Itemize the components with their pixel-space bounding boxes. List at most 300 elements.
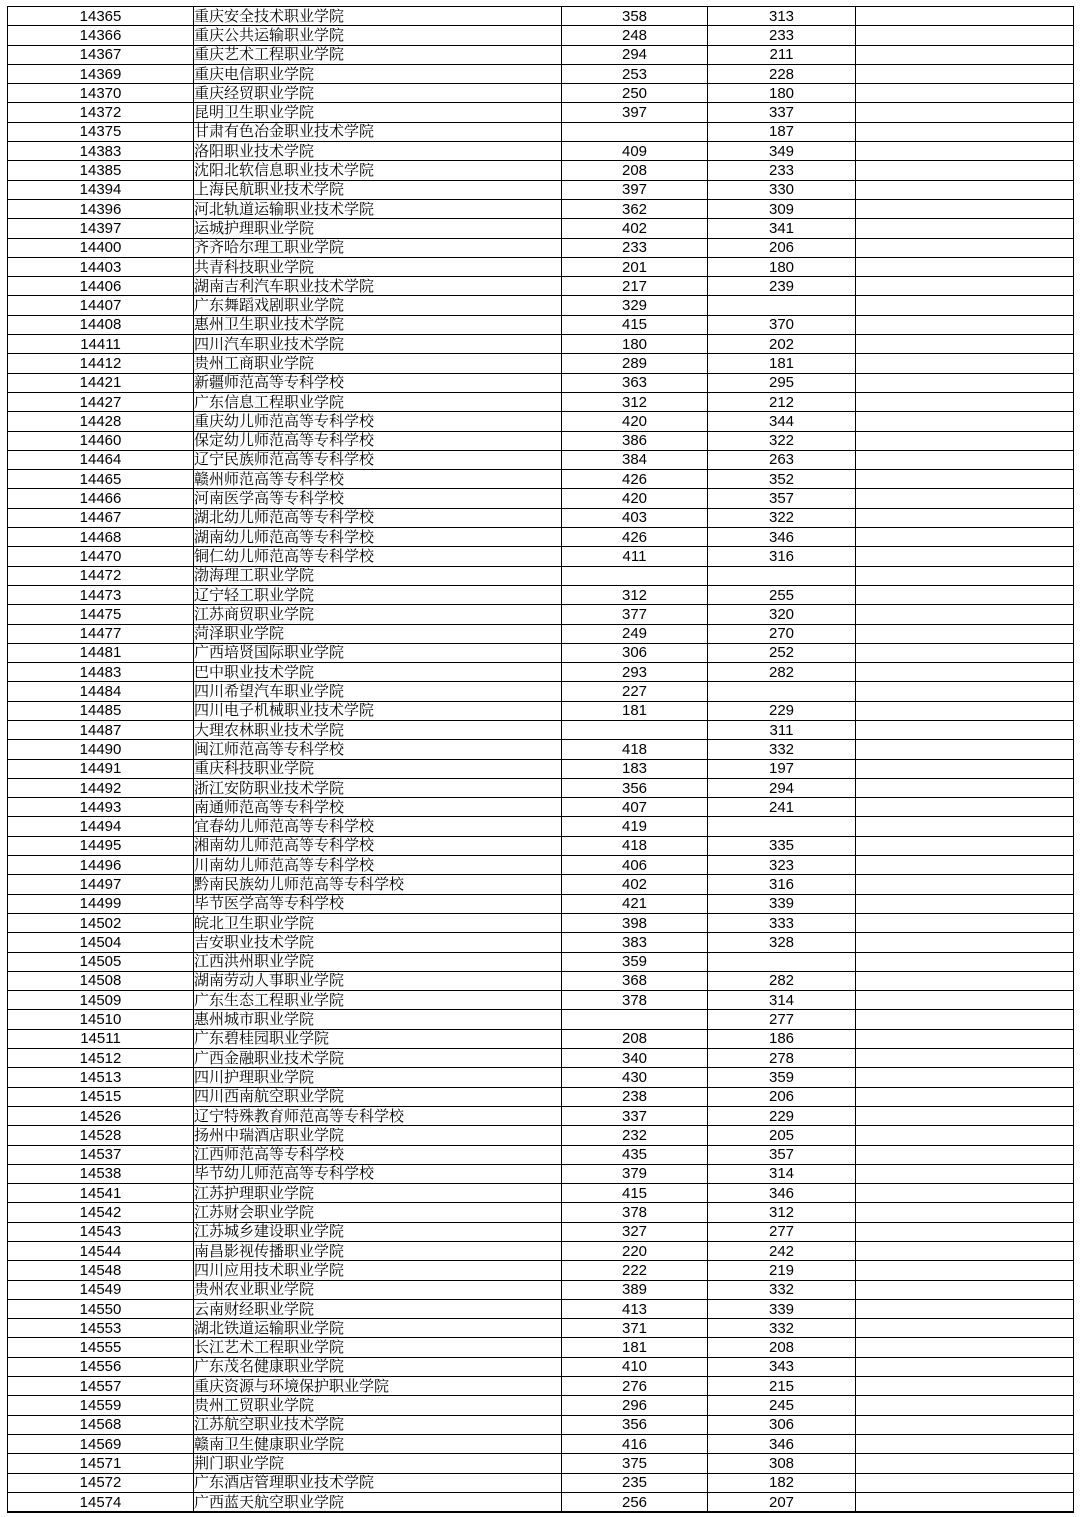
score2-cell: 233 <box>708 161 856 180</box>
school-code-cell: 14485 <box>8 701 194 720</box>
table-body <box>8 7 1074 1513</box>
empty-cell <box>856 1377 1074 1396</box>
score1-cell: 232 <box>562 1126 708 1145</box>
score2-cell <box>708 817 856 836</box>
score2-cell: 349 <box>708 142 856 161</box>
empty-cell <box>856 1319 1074 1338</box>
table-row <box>8 1415 1074 1434</box>
score2-cell: 206 <box>708 238 856 257</box>
school-code-cell: 14550 <box>8 1299 194 1318</box>
school-name-cell: 江苏航空职业技术学院 <box>194 1415 562 1434</box>
school-code-cell: 14510 <box>8 1010 194 1029</box>
table-row <box>8 219 1074 238</box>
score1-cell: 358 <box>562 7 708 26</box>
table-row <box>8 1454 1074 1473</box>
school-code-cell: 14571 <box>8 1454 194 1473</box>
table-row <box>8 64 1074 83</box>
school-name-cell: 重庆科技职业学院 <box>194 759 562 778</box>
score1-cell: 418 <box>562 740 708 759</box>
score1-cell <box>562 1010 708 1029</box>
school-name-cell: 广东碧桂园职业学院 <box>194 1029 562 1048</box>
school-name-cell: 四川汽车职业技术学院 <box>194 335 562 354</box>
school-name-cell: 南通师范高等专科学校 <box>194 798 562 817</box>
score1-cell: 276 <box>562 1377 708 1396</box>
score2-cell: 346 <box>708 528 856 547</box>
school-name-cell: 共青科技职业学院 <box>194 257 562 276</box>
table-row <box>8 875 1074 894</box>
score1-cell: 235 <box>562 1473 708 1492</box>
score2-cell: 323 <box>708 856 856 875</box>
score2-cell <box>708 566 856 585</box>
score1-cell: 430 <box>562 1068 708 1087</box>
score1-cell: 250 <box>562 84 708 103</box>
score1-cell: 402 <box>562 875 708 894</box>
school-code-cell: 14385 <box>8 161 194 180</box>
school-name-cell: 赣南卫生健康职业学院 <box>194 1434 562 1453</box>
score2-cell: 180 <box>708 257 856 276</box>
score1-cell: 379 <box>562 1164 708 1183</box>
table-row <box>8 354 1074 373</box>
school-name-cell: 广东酒店管理职业技术学院 <box>194 1473 562 1492</box>
score2-cell: 357 <box>708 489 856 508</box>
school-name-cell: 闽江师范高等专科学校 <box>194 740 562 759</box>
score1-cell: 359 <box>562 952 708 971</box>
score2-cell: 245 <box>708 1396 856 1415</box>
school-code-cell: 14495 <box>8 836 194 855</box>
score1-cell: 416 <box>562 1434 708 1453</box>
score2-cell: 346 <box>708 1434 856 1453</box>
school-code-cell: 14549 <box>8 1280 194 1299</box>
table-row <box>8 701 1074 720</box>
empty-cell <box>856 1087 1074 1106</box>
school-code-cell: 14427 <box>8 392 194 411</box>
empty-cell <box>856 836 1074 855</box>
score1-cell: 337 <box>562 1106 708 1125</box>
school-code-cell: 14397 <box>8 219 194 238</box>
school-name-cell: 新疆师范高等专科学校 <box>194 373 562 392</box>
score2-cell: 309 <box>708 199 856 218</box>
school-code-cell: 14494 <box>8 817 194 836</box>
score2-cell <box>708 682 856 701</box>
school-code-cell: 14537 <box>8 1145 194 1164</box>
score1-cell: 289 <box>562 354 708 373</box>
school-code-cell: 14492 <box>8 778 194 797</box>
table-row <box>8 1473 1074 1492</box>
school-code-cell: 14468 <box>8 528 194 547</box>
empty-cell <box>856 373 1074 392</box>
score1-cell: 418 <box>562 836 708 855</box>
school-name-cell: 辽宁特殊教育师范高等专科学校 <box>194 1106 562 1125</box>
table-row <box>8 605 1074 624</box>
school-code-cell: 14375 <box>8 122 194 141</box>
score2-cell: 278 <box>708 1049 856 1068</box>
school-code-cell: 14496 <box>8 856 194 875</box>
school-name-cell: 川南幼儿师范高等专科学校 <box>194 856 562 875</box>
table-row <box>8 1010 1074 1029</box>
table-row <box>8 933 1074 952</box>
score2-cell: 312 <box>708 1203 856 1222</box>
school-name-cell: 重庆资源与环境保护职业学院 <box>194 1377 562 1396</box>
empty-cell <box>856 1222 1074 1241</box>
school-code-cell: 14526 <box>8 1106 194 1125</box>
empty-cell <box>856 431 1074 450</box>
empty-cell <box>856 257 1074 276</box>
table-row <box>8 315 1074 334</box>
empty-cell <box>856 1396 1074 1415</box>
empty-cell <box>856 238 1074 257</box>
school-name-cell: 渤海理工职业学院 <box>194 566 562 585</box>
score2-cell: 233 <box>708 26 856 45</box>
school-code-cell: 14511 <box>8 1029 194 1048</box>
empty-cell <box>856 740 1074 759</box>
score2-cell: 206 <box>708 1087 856 1106</box>
empty-cell <box>856 856 1074 875</box>
empty-cell <box>856 798 1074 817</box>
empty-cell <box>856 759 1074 778</box>
table-row <box>8 1357 1074 1376</box>
empty-cell <box>856 643 1074 662</box>
table-row <box>8 1280 1074 1299</box>
school-code-cell: 14542 <box>8 1203 194 1222</box>
school-name-cell: 扬州中瑞酒店职业学院 <box>194 1126 562 1145</box>
score2-cell: 322 <box>708 508 856 527</box>
score2-cell: 313 <box>708 7 856 26</box>
school-name-cell: 湖南吉利汽车职业技术学院 <box>194 277 562 296</box>
score2-cell: 337 <box>708 103 856 122</box>
school-code-cell: 14408 <box>8 315 194 334</box>
school-code-cell: 14369 <box>8 64 194 83</box>
school-name-cell: 宜春幼儿师范高等专科学校 <box>194 817 562 836</box>
table-row <box>8 1126 1074 1145</box>
table-row <box>8 1029 1074 1048</box>
table-row <box>8 161 1074 180</box>
score2-cell: 263 <box>708 450 856 469</box>
empty-cell <box>856 64 1074 83</box>
table-row <box>8 528 1074 547</box>
score2-cell: 282 <box>708 971 856 990</box>
school-name-cell: 广东信息工程职业学院 <box>194 392 562 411</box>
table-row <box>8 431 1074 450</box>
empty-cell <box>856 566 1074 585</box>
school-name-cell: 广东舞蹈戏剧职业学院 <box>194 296 562 315</box>
school-code-cell: 14470 <box>8 547 194 566</box>
score1-cell: 409 <box>562 142 708 161</box>
table-row <box>8 1377 1074 1396</box>
empty-cell <box>856 277 1074 296</box>
score1-cell: 403 <box>562 508 708 527</box>
table-row <box>8 470 1074 489</box>
school-name-cell: 河南医学高等专科学校 <box>194 489 562 508</box>
empty-cell <box>856 489 1074 508</box>
score2-cell: 341 <box>708 219 856 238</box>
table-row <box>8 373 1074 392</box>
school-name-cell: 河北轨道运输职业技术学院 <box>194 199 562 218</box>
score1-cell: 327 <box>562 1222 708 1241</box>
empty-cell <box>856 161 1074 180</box>
school-code-cell: 14473 <box>8 585 194 604</box>
empty-cell <box>856 1164 1074 1183</box>
table-row <box>8 720 1074 739</box>
empty-cell <box>856 1106 1074 1125</box>
school-code-cell: 14493 <box>8 798 194 817</box>
score1-cell: 312 <box>562 392 708 411</box>
empty-cell <box>856 547 1074 566</box>
empty-cell <box>856 199 1074 218</box>
school-code-cell: 14428 <box>8 412 194 431</box>
empty-cell <box>856 701 1074 720</box>
score2-cell: 205 <box>708 1126 856 1145</box>
school-code-cell: 14464 <box>8 450 194 469</box>
score1-cell: 407 <box>562 798 708 817</box>
table-row <box>8 7 1074 26</box>
score1-cell: 233 <box>562 238 708 257</box>
school-name-cell: 重庆艺术工程职业学院 <box>194 45 562 64</box>
score2-cell: 332 <box>708 1280 856 1299</box>
empty-cell <box>856 1203 1074 1222</box>
table-row <box>8 296 1074 315</box>
score2-cell: 207 <box>708 1492 856 1512</box>
school-name-cell: 上海民航职业技术学院 <box>194 180 562 199</box>
school-name-cell: 辽宁轻工职业学院 <box>194 585 562 604</box>
school-name-cell: 巴中职业技术学院 <box>194 663 562 682</box>
table-row <box>8 277 1074 296</box>
empty-cell <box>856 817 1074 836</box>
table-row <box>8 1299 1074 1318</box>
score2-cell: 186 <box>708 1029 856 1048</box>
empty-cell <box>856 971 1074 990</box>
score2-cell: 229 <box>708 1106 856 1125</box>
empty-cell <box>856 720 1074 739</box>
score2-cell: 343 <box>708 1357 856 1376</box>
school-name-cell: 四川西南航空职业学院 <box>194 1087 562 1106</box>
score2-cell: 295 <box>708 373 856 392</box>
school-code-cell: 14548 <box>8 1261 194 1280</box>
score2-cell: 316 <box>708 875 856 894</box>
school-name-cell: 广西蓝天航空职业学院 <box>194 1492 562 1512</box>
table-row <box>8 45 1074 64</box>
table-row <box>8 1338 1074 1357</box>
score1-cell <box>562 566 708 585</box>
score1-cell: 329 <box>562 296 708 315</box>
score2-cell: 212 <box>708 392 856 411</box>
score2-cell: 339 <box>708 894 856 913</box>
empty-cell <box>856 1049 1074 1068</box>
school-name-cell: 大理农林职业技术学院 <box>194 720 562 739</box>
empty-cell <box>856 103 1074 122</box>
empty-cell <box>856 142 1074 161</box>
school-code-cell: 14467 <box>8 508 194 527</box>
school-code-cell: 14574 <box>8 1492 194 1512</box>
score1-cell: 340 <box>562 1049 708 1068</box>
empty-cell <box>856 1434 1074 1453</box>
table-row <box>8 1203 1074 1222</box>
score2-cell: 219 <box>708 1261 856 1280</box>
empty-cell <box>856 1261 1074 1280</box>
score2-cell: 370 <box>708 315 856 334</box>
school-name-cell: 贵州工贸职业学院 <box>194 1396 562 1415</box>
score2-cell: 242 <box>708 1242 856 1261</box>
school-code-cell: 14509 <box>8 991 194 1010</box>
school-code-cell: 14394 <box>8 180 194 199</box>
empty-cell <box>856 122 1074 141</box>
score1-cell: 426 <box>562 528 708 547</box>
score1-cell: 306 <box>562 643 708 662</box>
score2-cell: 328 <box>708 933 856 952</box>
school-name-cell: 云南财经职业学院 <box>194 1299 562 1318</box>
score2-cell: 211 <box>708 45 856 64</box>
score2-cell: 202 <box>708 335 856 354</box>
empty-cell <box>856 585 1074 604</box>
score2-cell: 311 <box>708 720 856 739</box>
school-code-cell: 14475 <box>8 605 194 624</box>
empty-cell <box>856 1454 1074 1473</box>
score2-cell: 229 <box>708 701 856 720</box>
school-name-cell: 浙江安防职业技术学院 <box>194 778 562 797</box>
school-name-cell: 湖南幼儿师范高等专科学校 <box>194 528 562 547</box>
score1-cell: 420 <box>562 412 708 431</box>
empty-cell <box>856 1010 1074 1029</box>
school-code-cell: 14484 <box>8 682 194 701</box>
school-code-cell: 14557 <box>8 1377 194 1396</box>
school-name-cell: 荆门职业学院 <box>194 1454 562 1473</box>
school-name-cell: 广西培贤国际职业学院 <box>194 643 562 662</box>
score1-cell: 426 <box>562 470 708 489</box>
score1-cell: 384 <box>562 450 708 469</box>
empty-cell <box>856 1492 1074 1512</box>
score1-cell: 227 <box>562 682 708 701</box>
table-row <box>8 335 1074 354</box>
empty-cell <box>856 1029 1074 1048</box>
score2-cell: 314 <box>708 1164 856 1183</box>
empty-cell <box>856 1338 1074 1357</box>
school-code-cell: 14538 <box>8 1164 194 1183</box>
table-row <box>8 489 1074 508</box>
school-code-cell: 14472 <box>8 566 194 585</box>
school-code-cell: 14512 <box>8 1049 194 1068</box>
school-name-cell: 广东生态工程职业学院 <box>194 991 562 1010</box>
school-name-cell: 沈阳北软信息职业技术学院 <box>194 161 562 180</box>
score2-cell <box>708 296 856 315</box>
school-code-cell: 14502 <box>8 913 194 932</box>
score2-cell: 241 <box>708 798 856 817</box>
school-name-cell: 广西金融职业技术学院 <box>194 1049 562 1068</box>
school-code-cell: 14497 <box>8 875 194 894</box>
school-name-cell: 江西洪州职业学院 <box>194 952 562 971</box>
school-code-cell: 14372 <box>8 103 194 122</box>
score1-cell: 293 <box>562 663 708 682</box>
empty-cell <box>856 392 1074 411</box>
table-row <box>8 122 1074 141</box>
school-name-cell: 四川应用技术职业学院 <box>194 1261 562 1280</box>
score1-cell <box>562 122 708 141</box>
school-name-cell: 菏泽职业学院 <box>194 624 562 643</box>
table-row <box>8 199 1074 218</box>
school-name-cell: 惠州卫生职业技术学院 <box>194 315 562 334</box>
table-row <box>8 566 1074 585</box>
empty-cell <box>856 1415 1074 1434</box>
score2-cell: 270 <box>708 624 856 643</box>
school-code-cell: 14513 <box>8 1068 194 1087</box>
score1-cell: 238 <box>562 1087 708 1106</box>
table-row <box>8 1184 1074 1203</box>
empty-cell <box>856 1299 1074 1318</box>
score1-cell: 217 <box>562 277 708 296</box>
score2-cell: 215 <box>708 1377 856 1396</box>
score1-cell: 406 <box>562 856 708 875</box>
score2-cell: 332 <box>708 740 856 759</box>
table-row <box>8 1145 1074 1164</box>
school-code-cell: 14466 <box>8 489 194 508</box>
school-name-cell: 江苏护理职业学院 <box>194 1184 562 1203</box>
score1-cell: 363 <box>562 373 708 392</box>
school-name-cell: 江西师范高等专科学校 <box>194 1145 562 1164</box>
score2-cell: 277 <box>708 1222 856 1241</box>
table-row <box>8 643 1074 662</box>
school-code-cell: 14491 <box>8 759 194 778</box>
score2-cell: 306 <box>708 1415 856 1434</box>
school-name-cell: 洛阳职业技术学院 <box>194 142 562 161</box>
table-row <box>8 392 1074 411</box>
school-name-cell: 四川希望汽车职业学院 <box>194 682 562 701</box>
school-code-cell: 14396 <box>8 199 194 218</box>
score1-cell: 411 <box>562 547 708 566</box>
score2-cell: 182 <box>708 1473 856 1492</box>
empty-cell <box>856 180 1074 199</box>
empty-cell <box>856 335 1074 354</box>
empty-cell <box>856 1280 1074 1299</box>
score1-cell: 419 <box>562 817 708 836</box>
school-name-cell: 昆明卫生职业学院 <box>194 103 562 122</box>
table-row <box>8 971 1074 990</box>
score2-cell: 320 <box>708 605 856 624</box>
table-row <box>8 1319 1074 1338</box>
empty-cell <box>856 663 1074 682</box>
school-name-cell: 重庆幼儿师范高等专科学校 <box>194 412 562 431</box>
school-code-cell: 14421 <box>8 373 194 392</box>
school-code-cell: 14481 <box>8 643 194 662</box>
score1-cell: 248 <box>562 26 708 45</box>
empty-cell <box>856 933 1074 952</box>
school-name-cell: 湘南幼儿师范高等专科学校 <box>194 836 562 855</box>
school-name-cell: 重庆电信职业学院 <box>194 64 562 83</box>
school-code-cell: 14515 <box>8 1087 194 1106</box>
school-name-cell: 惠州城市职业学院 <box>194 1010 562 1029</box>
score2-cell: 181 <box>708 354 856 373</box>
score1-cell: 402 <box>562 219 708 238</box>
score2-cell: 357 <box>708 1145 856 1164</box>
score1-cell: 371 <box>562 1319 708 1338</box>
empty-cell <box>856 1357 1074 1376</box>
school-code-cell: 14543 <box>8 1222 194 1241</box>
score1-cell: 356 <box>562 778 708 797</box>
table-row <box>8 913 1074 932</box>
table-row <box>8 817 1074 836</box>
empty-cell <box>856 1068 1074 1087</box>
school-code-cell: 14572 <box>8 1473 194 1492</box>
score1-cell: 397 <box>562 103 708 122</box>
school-code-cell: 14544 <box>8 1242 194 1261</box>
school-name-cell: 保定幼儿师范高等专科学校 <box>194 431 562 450</box>
school-code-cell: 14403 <box>8 257 194 276</box>
table-row <box>8 238 1074 257</box>
school-code-cell: 14487 <box>8 720 194 739</box>
school-code-cell: 14367 <box>8 45 194 64</box>
score2-cell: 308 <box>708 1454 856 1473</box>
score1-cell: 294 <box>562 45 708 64</box>
score1-cell: 421 <box>562 894 708 913</box>
table-row <box>8 1242 1074 1261</box>
empty-cell <box>856 991 1074 1010</box>
